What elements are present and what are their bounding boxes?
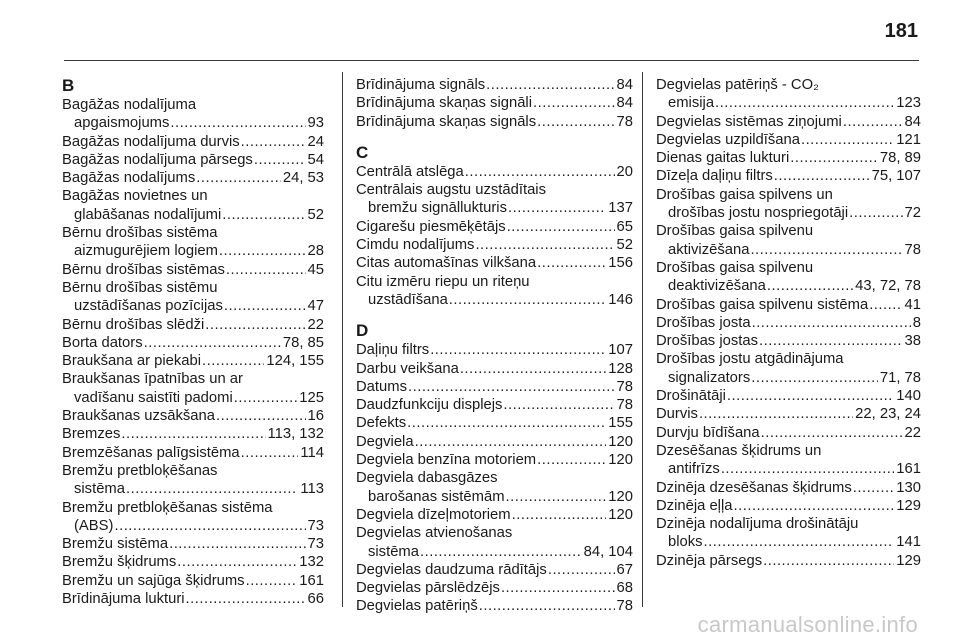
index-entry (356, 218, 633, 236)
index-entry (356, 76, 633, 94)
leader-dots (196, 169, 281, 187)
leader-dots (512, 506, 607, 524)
entry-page-reference[interactable]: 75, 107 (871, 168, 921, 185)
leader-dots (126, 480, 298, 498)
entry-term: Bremžu un sajūga šķidrums (62, 572, 245, 589)
entry-page-reference[interactable]: 68 (616, 580, 633, 597)
entry-term: apgaismojums (74, 115, 170, 132)
entry-term: deaktivizēšana (668, 278, 766, 295)
entry-term: Drošības gaisa spilvenu sistēma (656, 296, 869, 313)
entry-page-reference[interactable]: 146 (608, 291, 633, 308)
entry-term: Degvielas atvienošanas (356, 525, 513, 542)
entry-page-reference[interactable]: 129 (896, 552, 921, 569)
leader-dots (234, 389, 298, 407)
entry-page-reference[interactable]: 28 (307, 243, 324, 260)
leader-dots (177, 553, 297, 571)
entry-page-reference[interactable]: 78, 85 (282, 334, 324, 351)
entry-page-reference[interactable]: 84 (904, 113, 921, 130)
entry-term: Degvielas daudzuma rādītājs (356, 561, 547, 578)
index-entry (656, 350, 921, 387)
leader-dots (408, 378, 615, 396)
leader-dots (503, 396, 614, 414)
entry-term: bloks (668, 534, 703, 551)
entry-term: bremžu signāllukturis (368, 200, 507, 217)
leader-dots (219, 242, 306, 260)
entry-term: Dienas gaitas lukturi (656, 150, 790, 167)
leader-dots (420, 543, 582, 561)
index-entry (356, 254, 633, 272)
index-entry (62, 553, 324, 571)
entry-page-reference[interactable]: 84 (616, 77, 633, 93)
entry-page-reference[interactable]: 121 (896, 131, 921, 148)
leader-dots (537, 451, 606, 469)
index-entry (656, 497, 921, 515)
leader-dots (751, 369, 878, 387)
leader-dots (774, 167, 870, 185)
leader-dots (114, 517, 305, 535)
index-entry (656, 167, 921, 185)
leader-dots (222, 206, 305, 224)
entry-term: Bremžu pretbloķēšanas (62, 462, 218, 479)
entry-term: Degvielas pārslēdzējs (356, 580, 500, 597)
index-entry (62, 370, 324, 407)
entry-term: Defekts (356, 415, 407, 432)
entry-term: Bremzēšanas palīgsistēma (62, 444, 240, 461)
index-entry (656, 515, 921, 552)
index-entry (62, 572, 324, 590)
leader-dots (226, 261, 306, 279)
entry-term: Degviela benzīna motoriem (356, 452, 537, 469)
entry-page-reference[interactable]: 52 (616, 237, 633, 254)
index-entry (656, 186, 921, 223)
index-entry (656, 332, 921, 350)
entry-page-reference[interactable]: 113 (300, 481, 324, 498)
entry-term: Datums (356, 378, 407, 395)
entry-term: Bērnu drošības sistēmu (62, 279, 218, 296)
entry-term: Centrālais augstu uzstādītais (356, 182, 546, 199)
entry-term: Degviela (356, 433, 414, 450)
entry-page-reference[interactable]: 43, 72, 78 (855, 278, 921, 295)
entry-term: Dzinēja pārsegs (656, 552, 763, 569)
entry-term: Centrālā atslēga (356, 163, 464, 180)
entry-page-reference[interactable]: 128 (608, 360, 633, 377)
index-entry (356, 469, 633, 506)
entry-term: emisija (668, 95, 715, 112)
index-entry (356, 360, 633, 378)
index-entry (656, 76, 921, 113)
entry-term: Brīdinājuma signāls (356, 77, 486, 93)
leader-dots (548, 561, 615, 579)
leader-dots (734, 497, 895, 515)
entry-term: Bagāžas nodalījuma (62, 97, 197, 113)
leader-dots (507, 218, 615, 236)
leader-dots (727, 387, 894, 405)
index-entry (656, 149, 921, 167)
index-entry (62, 151, 324, 169)
index-entry (356, 561, 633, 579)
entry-term: Degviela dabasgāzes (356, 470, 498, 487)
entry-page-reference[interactable]: 66 (307, 591, 324, 608)
entry-page-reference[interactable]: 45 (307, 261, 324, 278)
entry-term: glabāšanas nodalījumi (74, 206, 222, 223)
entry-page-reference[interactable]: 67 (616, 561, 633, 578)
entry-term: Dzinēja dzesēšanas šķidrums (656, 479, 852, 496)
entry-term: Bremžu pretbloķēšanas sistēma (62, 499, 273, 516)
entry-page-reference[interactable]: 120 (608, 452, 633, 469)
index-entry (356, 524, 633, 561)
index-entry (656, 424, 921, 442)
entry-term: Drošinātāji (656, 388, 726, 405)
leader-dots (801, 131, 894, 149)
leader-dots (537, 113, 614, 131)
entry-page-reference[interactable]: 130 (896, 479, 921, 496)
leader-dots (533, 94, 615, 112)
entry-term: Bremžu šķidrums (62, 554, 177, 571)
letter-heading: C (356, 142, 369, 162)
leader-dots (475, 236, 614, 254)
leader-dots (170, 114, 305, 132)
entry-page-reference[interactable]: 71, 78 (879, 369, 921, 386)
leader-dots (224, 297, 306, 315)
leader-dots (843, 113, 903, 131)
leader-dots (752, 314, 911, 332)
index-entry (62, 261, 324, 279)
leader-dots (849, 204, 902, 222)
index-entry (656, 113, 921, 131)
leader-dots (169, 535, 305, 553)
leader-dots (241, 133, 306, 151)
column-divider (342, 72, 343, 607)
entry-term: Borta dators (62, 334, 143, 351)
entry-page-reference[interactable]: 24, 53 (282, 170, 324, 187)
entry-page-reference[interactable]: 107 (608, 342, 633, 359)
entry-term: Brīdinājuma skaņas signāli (356, 95, 533, 112)
leader-dots (508, 199, 606, 217)
entry-page-reference[interactable]: 22 (904, 424, 921, 441)
entry-term: Dzesēšanas šķidrums un (656, 442, 822, 459)
leader-dots (460, 360, 606, 378)
entry-term: Bremžu sistēma (62, 536, 169, 553)
index-entry (62, 407, 324, 425)
leader-dots (205, 316, 305, 334)
leader-dots (186, 590, 306, 608)
entry-term: Braukšanas īpatnības un ar (62, 371, 243, 388)
entry-term: sistēma (368, 543, 419, 560)
entry-page-reference[interactable]: 73 (307, 517, 324, 534)
leader-dots (721, 460, 894, 478)
entry-term: Dīzeļa daļiņu filtrs (656, 168, 773, 185)
entry-term: Degvielas uzpildīšana (656, 131, 800, 148)
leader-dots (486, 76, 614, 94)
index-entry (62, 462, 324, 499)
leader-dots (246, 572, 298, 590)
watermark: carmanualsonline.info (697, 612, 918, 637)
entry-page-reference[interactable]: 84 (616, 95, 633, 112)
entry-page-reference[interactable]: 156 (608, 255, 633, 272)
entry-term: (ABS) (74, 517, 114, 534)
index-entry (62, 316, 324, 334)
entry-page-reference[interactable]: 140 (896, 388, 921, 405)
entry-page-reference[interactable]: 41 (904, 296, 921, 313)
entry-term: Bagāžas novietnes un (62, 188, 208, 205)
entry-term: Drošības josta (656, 314, 751, 331)
entry-term: Bagāžas nodalījums (62, 170, 196, 187)
entry-page-reference[interactable]: 114 (300, 444, 324, 461)
letter-heading: B (62, 76, 75, 95)
entry-term: Drošības jostas (656, 333, 758, 350)
entry-page-reference[interactable]: 124, 155 (266, 353, 324, 370)
index-entry (656, 442, 921, 479)
entry-page-reference[interactable]: 24 (307, 133, 324, 150)
index-entry (356, 236, 633, 254)
index-entry (62, 187, 324, 224)
entry-page-reference[interactable]: 78 (616, 598, 633, 615)
entry-term: Daļiņu filtrs (356, 342, 430, 359)
entry-page-reference[interactable]: 52 (307, 206, 324, 223)
leader-dots (869, 296, 902, 314)
entry-term: Citas automašīnas vilkšana (356, 255, 537, 272)
entry-page-reference[interactable]: 22, 23, 24 (855, 406, 921, 423)
entry-term: Cimdu nodalījums (356, 237, 475, 254)
entry-term: Dzinēja eļļa (656, 497, 733, 514)
entry-term: Dzinēja nodalījuma drošinātāju (656, 516, 859, 533)
leader-dots (704, 533, 895, 551)
leader-dots (699, 405, 853, 423)
leader-dots (853, 479, 895, 497)
leader-dots (254, 151, 306, 169)
index-entry (356, 433, 633, 451)
leader-dots (767, 277, 853, 295)
entry-page-reference[interactable]: 161 (896, 461, 921, 478)
entry-term: Drošības gaisa spilvens un (656, 186, 833, 203)
entry-term: Degvielas patēriņš - CO₂ (656, 77, 819, 93)
entry-term: barošanas sistēmām (368, 488, 505, 505)
entry-page-reference[interactable]: 113, 132 (267, 426, 324, 443)
leader-dots (763, 552, 894, 570)
leader-dots (761, 424, 903, 442)
index-entry (656, 296, 921, 314)
leader-dots (407, 414, 606, 432)
index-entry (62, 334, 324, 352)
leader-dots (715, 94, 894, 112)
leader-dots (759, 332, 903, 350)
index-entry (62, 133, 324, 151)
entry-page-reference[interactable]: 129 (896, 497, 921, 514)
index-entry (62, 425, 324, 443)
entry-page-reference[interactable]: 120 (608, 433, 633, 450)
index-entry (356, 341, 633, 359)
leader-dots (430, 341, 606, 359)
index-entry (356, 506, 633, 524)
entry-term: Degvielas sistēmas ziņojumi (656, 113, 842, 130)
leader-dots (537, 254, 606, 272)
entry-term: Bremzes (62, 426, 121, 443)
index-entry (656, 387, 921, 405)
entry-page-reference[interactable]: 84, 104 (583, 543, 633, 560)
entry-term: Drošības gaisa spilvenu (656, 259, 814, 276)
leader-dots (465, 163, 615, 181)
leader-dots (449, 291, 607, 309)
entry-page-reference[interactable]: 78 (904, 241, 921, 258)
index-entry (656, 479, 921, 497)
leader-dots (506, 488, 607, 506)
entry-page-reference[interactable]: 8 (912, 314, 921, 331)
entry-term: uzstādīšana (368, 291, 448, 308)
letter-heading: D (356, 321, 369, 341)
entry-term: Bērnu drošības sistēma (62, 225, 218, 242)
entry-term: sistēma (74, 481, 125, 498)
index-entry (62, 444, 324, 462)
entry-page-reference[interactable]: 120 (608, 506, 633, 523)
entry-page-reference[interactable]: 141 (896, 534, 921, 551)
index-column-2 (356, 76, 633, 616)
index-entry (356, 378, 633, 396)
index-entry (356, 113, 633, 131)
entry-page-reference[interactable]: 73 (307, 536, 324, 553)
entry-term: Durvju bīdīšana (656, 424, 760, 441)
index-entry (356, 451, 633, 469)
header-rule (64, 60, 919, 61)
entry-term: Drošības jostu atgādinājuma (656, 351, 844, 368)
entry-term: Bagāžas nodalījuma pārsegs (62, 151, 253, 168)
index-entry (356, 163, 633, 181)
index-entry (62, 169, 324, 187)
index-entry (62, 535, 324, 553)
index-entry (356, 396, 633, 414)
entry-term: Daudzfunkciju displejs (356, 397, 503, 414)
entry-page-reference[interactable]: 47 (307, 298, 324, 315)
entry-term: Citu izmēru riepu un riteņu (356, 273, 530, 290)
index-entry (62, 96, 324, 133)
entry-term: drošības jostu nospriegotāji (668, 205, 849, 222)
index-entry (356, 414, 633, 432)
entry-term: Degviela dīzeļmotoriem (356, 506, 511, 523)
leader-dots (144, 334, 281, 352)
index-entry (356, 94, 633, 112)
leader-dots (216, 407, 306, 425)
entry-page-reference[interactable]: 123 (896, 95, 921, 112)
index-entry (656, 552, 921, 570)
entry-page-reference[interactable]: 137 (608, 200, 633, 217)
entry-term: Bagāžas nodalījuma durvis (62, 133, 240, 150)
entry-page-reference[interactable]: 78 (616, 113, 633, 130)
entry-page-reference[interactable]: 16 (307, 408, 324, 425)
index-entry (62, 590, 324, 608)
index-entry (62, 224, 324, 261)
index-column-1 (62, 76, 324, 608)
entry-page-reference[interactable]: 78, 89 (879, 150, 921, 167)
entry-term: signalizators (668, 369, 751, 386)
index-entry (62, 499, 324, 536)
index-entry (656, 259, 921, 296)
leader-dots (790, 149, 878, 167)
entry-page-reference[interactable]: 132 (299, 554, 324, 571)
entry-page-reference[interactable]: 65 (616, 218, 633, 235)
index-entry (356, 273, 633, 310)
entry-term: Brīdinājuma lukturi (62, 591, 185, 608)
entry-page-reference[interactable]: 78 (616, 378, 633, 395)
entry-term: aktivizēšana (668, 241, 750, 258)
entry-page-reference[interactable]: 125 (299, 389, 324, 406)
leader-dots (241, 444, 299, 462)
index-entry (62, 352, 324, 370)
index-entry (656, 222, 921, 259)
entry-term: Brīdinājuma skaņas signāls (356, 113, 537, 130)
index-entry (656, 314, 921, 332)
entry-page-reference[interactable]: 22 (307, 316, 324, 333)
entry-page-reference[interactable]: 155 (608, 415, 633, 432)
entry-term: Darbu veikšana (356, 360, 459, 377)
index-entry (62, 279, 324, 316)
index-entry (356, 579, 633, 597)
entry-term: vadīšanu saistīti padomi (74, 389, 233, 406)
entry-page-reference[interactable]: 120 (608, 488, 633, 505)
leader-dots (750, 241, 902, 259)
entry-page-reference[interactable]: 72 (904, 205, 921, 222)
column-divider (642, 72, 643, 607)
index-entry (656, 405, 921, 423)
entry-page-reference[interactable]: 78 (616, 397, 633, 414)
entry-page-reference[interactable]: 93 (307, 115, 324, 132)
leader-dots (501, 579, 615, 597)
page-number: 181 (884, 20, 918, 42)
entry-term: uzstādīšanas pozīcijas (74, 298, 223, 315)
leader-dots (121, 425, 265, 443)
leader-dots (202, 352, 264, 370)
entry-term: Bērnu drošības sistēmas (62, 261, 225, 278)
entry-term: Braukšanas uzsākšana (62, 408, 215, 425)
entry-page-reference[interactable]: 54 (307, 151, 324, 168)
leader-dots (415, 433, 607, 451)
leader-dots (479, 597, 615, 615)
entry-term: Degvielas patēriņš (356, 598, 478, 615)
entry-page-reference[interactable]: 161 (299, 572, 324, 589)
entry-page-reference[interactable]: 20 (616, 163, 633, 180)
entry-term: Durvis (656, 406, 698, 423)
index-entry (656, 131, 921, 149)
index-column-3 (656, 76, 921, 570)
entry-term: Cigarešu piesmēķētājs (356, 218, 506, 235)
index-entry (356, 181, 633, 218)
entry-term: Braukšana ar piekabi (62, 353, 202, 370)
entry-term: Drošības gaisa spilvenu (656, 223, 814, 240)
entry-page-reference[interactable]: 38 (904, 333, 921, 350)
entry-term: antifrīzs (668, 461, 720, 478)
index-entry (356, 597, 633, 615)
entry-term: Bērnu drošības slēdži (62, 316, 205, 333)
entry-term: aizmugurējiem logiem (74, 243, 218, 260)
